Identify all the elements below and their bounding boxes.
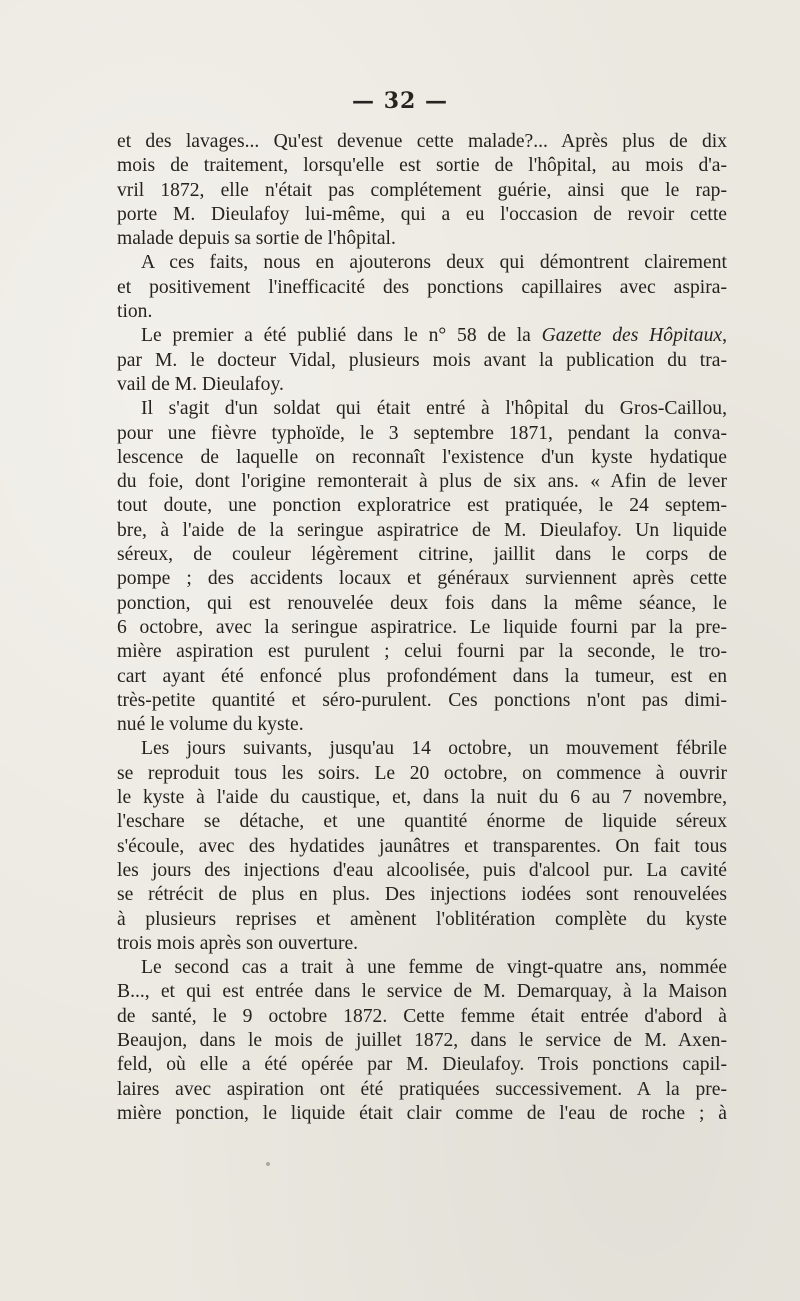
text-line: tout doute, une ponction exploratrice est pratiquée, le 24 septem-: [117, 495, 727, 517]
text-line: de santé, le 9 octobre 1872. Cette femme était entrée d'abord à: [117, 1005, 727, 1027]
text-line: laires avec aspiration ont été pratiquées successivement. A la pre-: [117, 1078, 727, 1100]
text-line: trois mois après son ouverture.: [117, 932, 359, 954]
text-line: bre, à l'aide de la seringue aspiratrice de M. Dieulafoy. Un liquide: [117, 519, 727, 541]
text-line: à plusieurs reprises et amènent l'oblitération complète du kyste: [117, 908, 727, 930]
text-line: vril 1872, elle n'était pas complétement guérie, ainsi que le rap-: [117, 179, 727, 201]
text-line: malade depuis sa sortie de l'hôpital.: [117, 228, 396, 250]
text-line: 6 octobre, avec la seringue aspiratrice. Le liquide fourni par la pre-: [117, 616, 727, 638]
text-line: pompe ; des accidents locaux et généraux surviennent après cette: [117, 568, 727, 590]
text-line: cart ayant été enfoncé plus profondément dans la tumeur, est en: [117, 665, 727, 687]
text-line: très-petite quantité et séro-purulent. Ces ponctions n'ont pas dimi-: [117, 689, 727, 711]
text-line: A ces faits, nous en ajouterons deux qui démontrent clairement: [141, 252, 727, 274]
text-line: B..., et qui est entrée dans le service de M. Demarquay, à la Maison: [117, 981, 727, 1003]
text-line: Les jours suivants, jusqu'au 14 octobre, un mouvement fébrile: [141, 738, 727, 760]
text-line: porte M. Dieulafoy lui-même, qui a eu l'occasion de revoir cette: [117, 203, 727, 225]
journal-title: Gazette des Hôpitaux: [541, 325, 723, 347]
text-line: nué le volume du kyste.: [117, 714, 304, 736]
text-line: par M. le docteur Vidal, plusieurs mois avant la publication du tra-: [117, 349, 727, 371]
text-line: feld, où elle a été opérée par M. Dieulafoy. Trois ponctions capil-: [117, 1054, 727, 1076]
text-fragment: Le premier a été publié dans le n° 58 de la: [141, 325, 542, 347]
text-line: ponction, qui est renouvelée deux fois dans la même séance, le: [117, 592, 727, 614]
text-line: séreux, de couleur légèrement citrine, jaillit dans le corps de: [117, 544, 727, 566]
text-line: mière ponction, le liquide était clair comme de l'eau de roche ; à: [117, 1102, 727, 1124]
text-line: se reproduit tous les soirs. Le 20 octobre, on commence à ouvrir: [117, 762, 727, 784]
text-line: [117, 324, 727, 348]
text-line: tion.: [117, 301, 153, 323]
text-line: Il s'agit d'un soldat qui était entré à l'hôpital du Gros-Caillou,: [141, 398, 727, 420]
text-line: du foie, dont l'origine remonterait à plus de six ans. « Afin de lever: [117, 471, 727, 493]
text-line: Beaujon, dans le mois de juillet 1872, dans le service de M. Axen-: [117, 1029, 727, 1051]
text-fragment: ,: [722, 325, 727, 347]
text-line: lescence de laquelle on reconnaît l'existence d'un kyste hydatique: [117, 446, 727, 468]
page-number: — 32 —: [352, 88, 448, 114]
text-line: Le second cas a trait à une femme de vingt-quatre ans, nommée: [141, 957, 727, 979]
text-line: le kyste à l'aide du caustique, et, dans la nuit du 6 au 7 novembre,: [117, 787, 727, 809]
text-line: pour une fièvre typhoïde, le 3 septembre 1871, pendant la conva-: [117, 422, 727, 444]
text-line: et des lavages... Qu'est devenue cette malade?... Après plus de dix: [117, 131, 727, 152]
text-line: vail de M. Dieulafoy.: [117, 373, 284, 395]
text-line: se rétrécit de plus en plus. Des injections iodées sont renouvelées: [117, 884, 727, 906]
text-line: les jours des injections d'eau alcoolisée, puis d'alcool pur. La cavité: [117, 859, 727, 881]
body-text: [117, 130, 727, 1126]
text-line: l'eschare se détache, et une quantité énorme de liquide séreux: [117, 811, 727, 833]
text-line: s'écoule, avec des hydatides jaunâtres et transparentes. On fait tous: [117, 835, 727, 857]
ink-smudge: [266, 1162, 270, 1166]
text-line: et positivement l'inefficacité des ponctions capillaires avec aspira-: [117, 276, 727, 298]
text-line: mois de traitement, lorsqu'elle est sortie de l'hôpital, au mois d'a-: [117, 155, 727, 177]
text-line: mière aspiration est purulent ; celui fourni par la seconde, le tro-: [117, 641, 727, 663]
